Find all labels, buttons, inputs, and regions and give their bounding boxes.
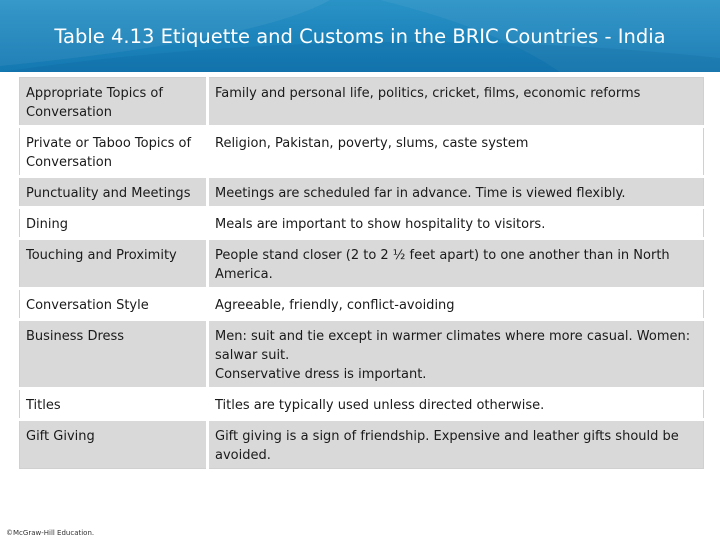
row-value-text: Meals are important to show hospitality to visitors. <box>215 217 546 232</box>
copyright-notice: ©McGraw-Hill Education. <box>6 529 95 537</box>
row-value <box>208 208 704 239</box>
row-value <box>208 177 704 208</box>
row-label: Business Dress <box>20 320 208 389</box>
row-label: Gift Giving <box>20 420 208 469</box>
row-value <box>208 389 704 420</box>
table-row <box>20 239 704 289</box>
row-value-text: Gift giving is a sign of friendship. Expensive and leather gifts should be avoided. <box>215 429 679 463</box>
row-label: Conversation Style <box>20 289 208 320</box>
table-row <box>20 208 704 239</box>
row-value <box>208 78 704 127</box>
row-label: Titles <box>20 389 208 420</box>
row-value-text: Religion, Pakistan, poverty, slums, caste system <box>215 136 529 151</box>
title-banner <box>0 0 720 72</box>
row-value <box>208 127 704 177</box>
table-row <box>20 177 704 208</box>
row-label: Appropriate Topics of Conversation <box>20 78 208 127</box>
row-value-text: Titles are typically used unless directed otherwise. <box>215 398 545 413</box>
page-title: Table 4.13 Etiquette and Customs in the BRIC Countries - India <box>54 25 666 48</box>
row-value <box>208 239 704 289</box>
row-value-text: Men: suit and tie except in warmer climates where more casual. Women: salwar suit. <box>215 329 691 363</box>
row-value-text: Family and personal life, politics, cricket, films, economic reforms <box>215 86 641 101</box>
table-row <box>20 289 704 320</box>
table-row <box>20 320 704 389</box>
row-value <box>208 289 704 320</box>
row-value-text: Conservative dress is important. <box>215 367 427 382</box>
row-label: Punctuality and Meetings <box>20 177 208 208</box>
table-row <box>20 389 704 420</box>
row-label: Touching and Proximity <box>20 239 208 289</box>
table-row <box>20 127 704 177</box>
row-value-text: People stand closer (2 to 2 ½ feet apart) to one another than in North America. <box>215 248 670 282</box>
row-label: Private or Taboo Topics of Conversation <box>20 127 208 177</box>
table-row <box>20 78 704 127</box>
row-label: Dining <box>20 208 208 239</box>
row-value-text: Meetings are scheduled far in advance. Time is viewed flexibly. <box>215 186 626 201</box>
table-row <box>20 420 704 469</box>
row-value <box>208 320 704 389</box>
etiquette-table <box>19 77 704 469</box>
row-value <box>208 420 704 469</box>
row-value-text: Agreeable, friendly, conflict-avoiding <box>215 298 455 313</box>
